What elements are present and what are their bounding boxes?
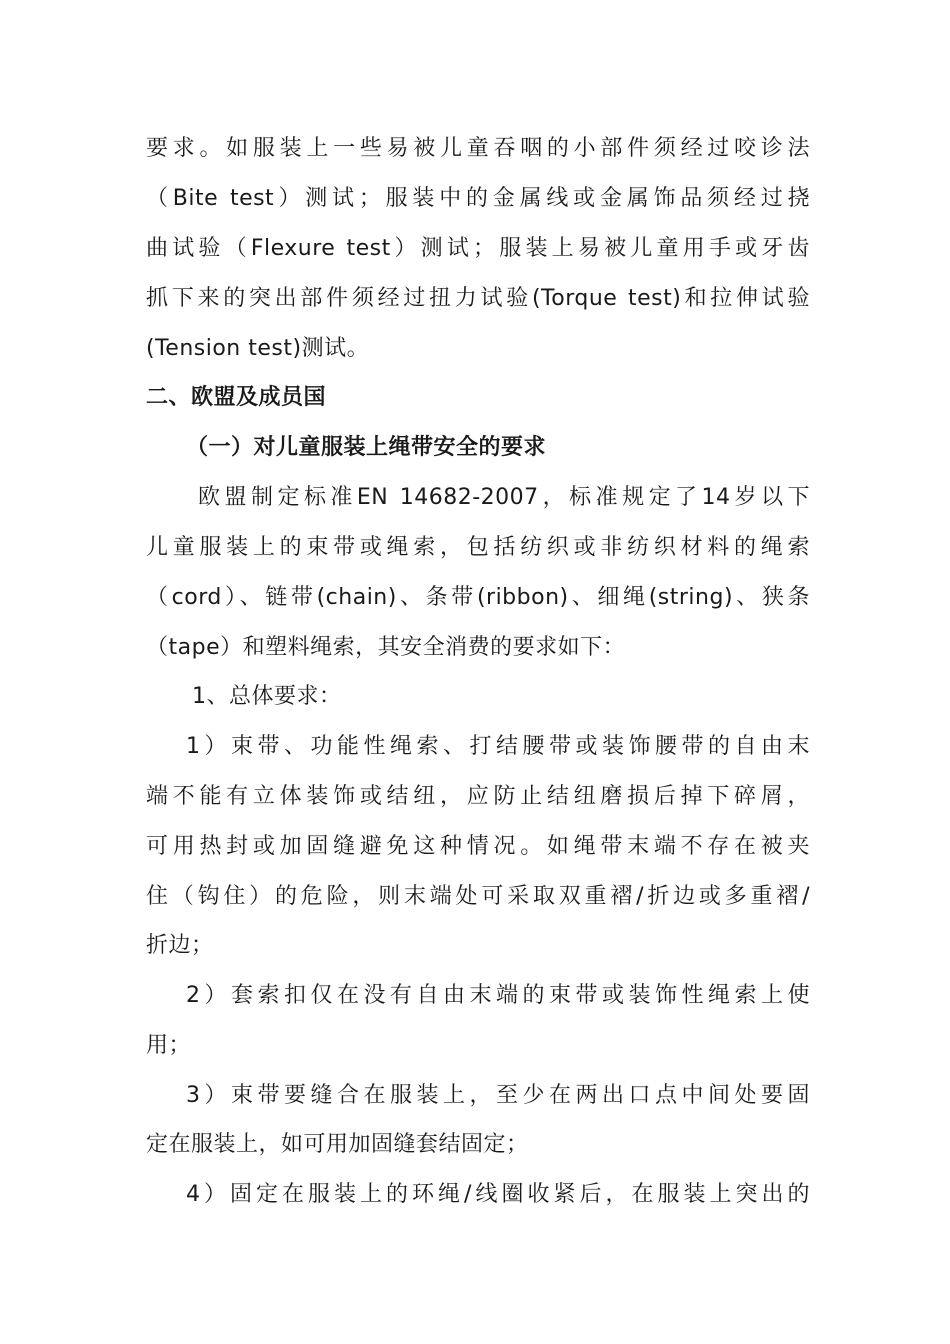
list-item-line: 折边； [146, 933, 214, 958]
list-item-line: 2）套索扣仅在没有自由末端的束带或装饰性绳索上使 [186, 983, 810, 1008]
list-item-line: 可用热封或加固缝避免这种情况。如绳带末端不存在被夹 [146, 834, 810, 859]
list-heading: 1、总体要求： [192, 684, 342, 709]
list-item-line: 定在服装上，如可用加固缝套结固定； [146, 1132, 529, 1157]
list-item-line: 4）固定在服装上的环绳/线圈收紧后，在服装上突出的 [186, 1182, 810, 1207]
paragraph-line: （cord）、链带(chain)、条带(ribbon)、细绳(string)、狭条 [146, 585, 810, 610]
section-heading: 二、欧盟及成员国 [146, 385, 327, 410]
paragraph-line: 曲试验（Flexure test）测试；服装上易被儿童用手或牙齿 [146, 236, 810, 261]
paragraph-line: 儿童服装上的束带或绳索，包括纺织或非纺织材料的绳索 [146, 535, 810, 560]
paragraph-line: （Bite test）测试；服装中的金属线或金属饰品须经过挠 [146, 186, 810, 211]
list-item-line: 1）束带、功能性绳索、打结腰带或装饰腰带的自由末 [186, 734, 810, 759]
paragraph-line: （tape）和塑料绳索，其安全消费的要求如下： [146, 635, 626, 660]
paragraph-line: 欧盟制定标准EN 14682-2007，标准规定了14岁以下 [198, 485, 810, 510]
list-item-line: 3）束带要缝合在服装上，至少在两出口点中间处要固 [186, 1083, 810, 1108]
paragraph-line: 抓下来的突出部件须经过扭力试验(Torque test)和拉伸试验 [146, 286, 810, 311]
paragraph-line: (Tension test)测试。 [146, 336, 370, 361]
list-item-line: 用； [146, 1033, 192, 1058]
paragraph-line: 要求。如服装上一些易被儿童吞咽的小部件须经过咬诊法 [146, 136, 810, 161]
list-item-line: 端不能有立体装饰或结纽，应防止结纽磨损后掉下碎屑， [146, 784, 810, 809]
list-item-line: 住（钩住）的危险，则末端处可采取双重褶/折边或多重褶/ [146, 884, 810, 909]
subsection-heading: （一）对儿童服装上绳带安全的要求 [186, 435, 547, 460]
